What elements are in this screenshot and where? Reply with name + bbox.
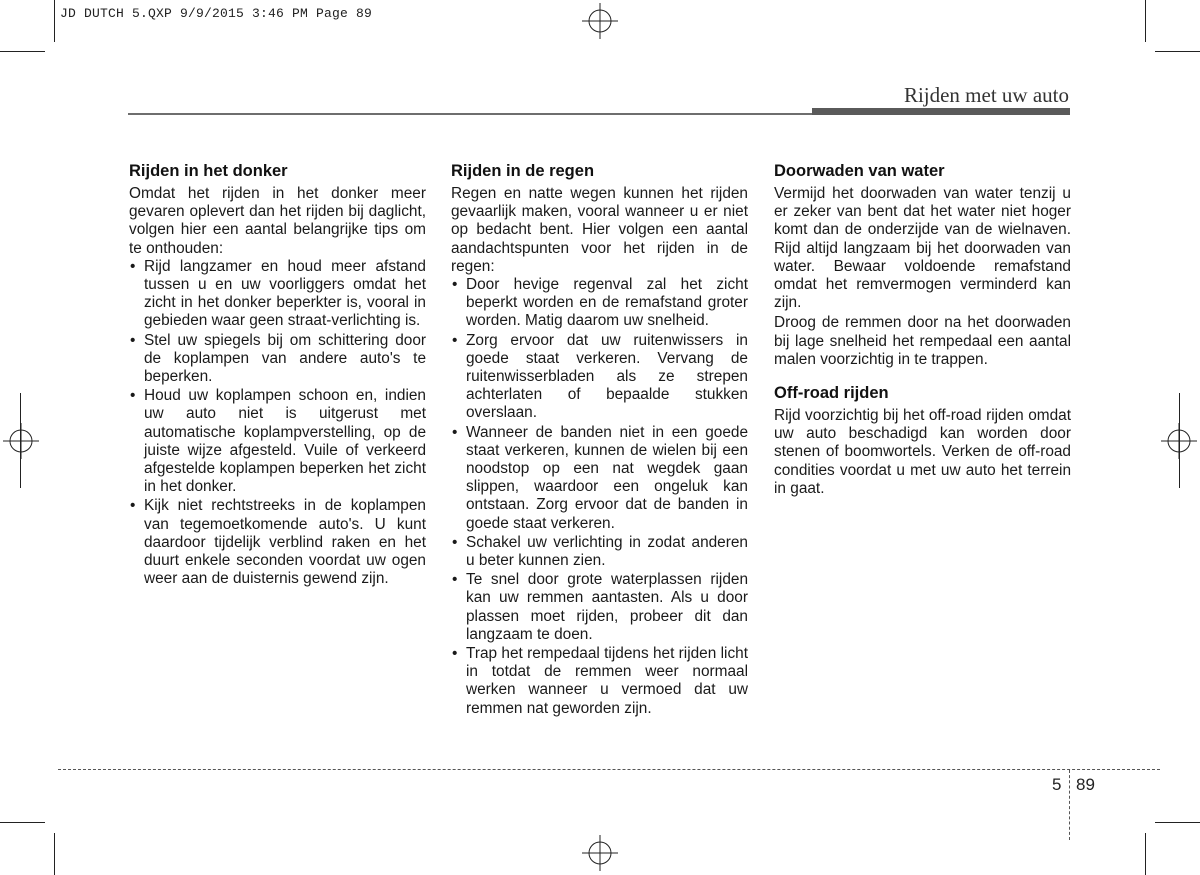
paragraph: Rijd voorzichtig bij het off-road rijden omdat uw auto beschadigd kan worden door stenen of boomwortels. Verken de off-road condities voordat u met uw auto het terrein in gaat. <box>774 407 1071 497</box>
list-item: • Trap het rempedaal tijdens het rijden licht in totdat de remmen weer normaal werken wanneer u vermoed dat uw remmen nat geworden zijn. <box>451 645 748 718</box>
footer-divider <box>1069 770 1070 840</box>
column-rain-driving <box>451 161 748 719</box>
crop-mark <box>1155 51 1200 52</box>
print-slug: JD DUTCH 5.QXP 9/9/2015 3:46 PM Page 89 <box>60 6 373 21</box>
list-item: • Te snel door grote waterplassen rijden kan uw remmen aantasten. Als u door plassen moet rijden, probeer dit dan langzaam te doen. <box>451 571 748 644</box>
section-heading: Off-road rijden <box>774 384 889 403</box>
list-item: • Kijk niet rechtstreeks in de koplampen van tegemoetkomende auto's. U kunt daardoor tijdelijk verblind raken en het duurt enkele seconden voordat uw ogen weer aan de duisternis gewend zijn. <box>129 497 426 588</box>
registration-mark-icon <box>582 3 618 39</box>
crop-mark <box>54 833 55 875</box>
header-rule-bar <box>812 108 1070 115</box>
crop-mark <box>1155 822 1200 823</box>
list-item: • Wanneer de banden niet in een goede staat verkeren, kunnen de wielen bij een noodstop op een nat wegdek gaan slippen, waardoor een ongeluk kan ontstaan. Zorg ervoor dat de banden in goede staat verkeren. <box>451 424 748 533</box>
header-rule <box>128 113 813 115</box>
tips-list <box>129 258 426 589</box>
crop-mark <box>0 51 45 52</box>
paragraph: Droog de remmen door na het doorwaden bij lage snelheid het rempedaal een aantal malen voorzichtig in te trappen. <box>774 314 1071 368</box>
registration-mark-line <box>20 393 21 488</box>
registration-mark-icon <box>3 423 39 459</box>
list-item: • Zorg ervoor dat uw ruitenwissers in goede staat verkeren. Vervang de ruitenwisserbladen als ze strepen achterlaten of bepaalde stukken overslaan. <box>451 332 748 423</box>
list-item: • Houd uw koplampen schoon en, indien uw auto niet is uitgerust met automatische koplampverstelling, op de juiste wijze afgesteld. Vuile of verkeerd afgestelde koplampen beperken het zicht in het donker. <box>129 387 426 496</box>
list-item: • Schakel uw verlichting in zodat anderen u beter kunnen zien. <box>451 534 748 570</box>
section-heading: Rijden in de regen <box>451 162 595 180</box>
crop-mark <box>54 0 55 42</box>
list-item: • Rijd langzamer en houd meer afstand tussen u en uw voorliggers omdat het zicht in het donker beperkter is, vooral in gebieden waar geen straat-verlichting is. <box>129 258 426 331</box>
registration-mark-line <box>1179 393 1180 488</box>
chapter-number: 5 <box>1052 775 1062 794</box>
list-item: • Door hevige regenval zal het zicht beperkt worden en de remafstand groter worden. Matig daarom uw snelheid. <box>451 276 748 331</box>
column-night-driving <box>129 161 426 589</box>
registration-mark-icon <box>582 835 618 871</box>
crop-mark <box>1145 833 1146 875</box>
list-item: • Stel uw spiegels bij om schittering door de koplampen van andere auto's te beperken. <box>129 332 426 387</box>
crop-mark <box>1145 0 1146 42</box>
crop-mark <box>0 822 45 823</box>
section-intro: Omdat het rijden in het donker meer gevaren oplevert dan het rijden bij daglicht, volgen hier een aantal belangrijke tips om te onthouden: <box>129 185 426 257</box>
section-heading: Doorwaden van water <box>774 162 945 180</box>
section-heading: Rijden in het donker <box>129 162 288 180</box>
paragraph: Vermijd het doorwaden van water tenzij u er zeker van bent dat het water niet hoger komt dan de onderzijde van de wielnaven. Rijd altijd langzaam bij het doorwaden van water. Bewaar voldoende remafstand omdat het remvermogen verminderd kan zijn. <box>774 185 1071 312</box>
page-number: 89 <box>1076 775 1095 794</box>
footer-rule <box>58 769 1160 770</box>
column-water-offroad <box>774 161 1071 498</box>
tips-list <box>451 276 748 718</box>
chapter-title: Rijden met uw auto <box>903 83 1069 107</box>
section-intro: Regen en natte wegen kunnen het rijden gevaarlijk maken, vooral wanneer u er niet op bedacht bent. Hier volgen een aantal aandachtspunten voor het rijden in de regen: <box>451 185 748 275</box>
